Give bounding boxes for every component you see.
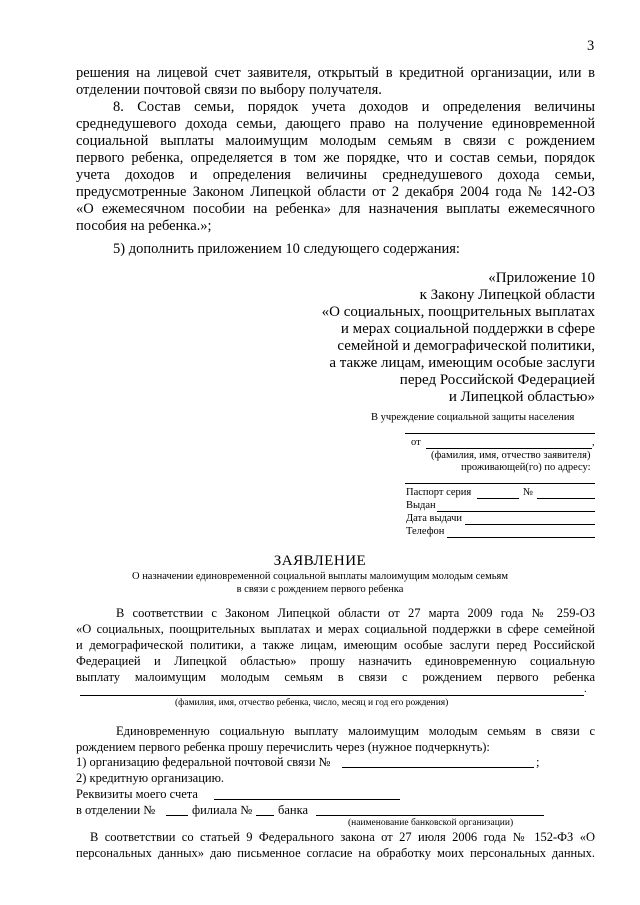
residing-label: проживающей(го) по адресу: bbox=[461, 462, 591, 473]
passport-series-label: Паспорт серия bbox=[406, 487, 472, 498]
page-number: 3 bbox=[587, 38, 595, 54]
statement-line: персональных данных» даю письменное согласие на обработку моих персональных данных. bbox=[76, 846, 595, 860]
addressee-to: В учреждение социальной защиты населения bbox=[371, 412, 575, 423]
from-line bbox=[426, 448, 592, 449]
body-line: «О ежемесячном пособии на ребенка» для назначения выплаты ежемесячного bbox=[76, 201, 595, 217]
phone-label: Телефон bbox=[406, 526, 445, 537]
from-comma: , bbox=[592, 437, 595, 448]
appendix-line: «Приложение 10 bbox=[488, 270, 595, 286]
statement-line: В соответствии с Законом Липецкой области от 27 марта 2009 года № 259-ОЗ bbox=[116, 606, 595, 620]
issue-date-label: Дата выдачи bbox=[406, 513, 463, 524]
child-caption: (фамилия, имя, отчество ребенка, число, месяц и год его рождения) bbox=[175, 698, 449, 708]
phone-field[interactable] bbox=[447, 537, 595, 538]
issued-by-field[interactable] bbox=[437, 511, 595, 512]
filial-field[interactable] bbox=[256, 815, 274, 816]
statement-line: Федерацией и Липецкой областью» прошу назначить единовременную социальную bbox=[76, 654, 595, 668]
post-office-field[interactable] bbox=[342, 767, 534, 768]
account-label: Реквизиты моего счета bbox=[76, 787, 198, 801]
body-line: пособия на ребенка.»; bbox=[76, 218, 212, 234]
appendix-line: семейной и демографической политики, bbox=[337, 338, 595, 354]
body-line: решения на лицевой счет заявителя, открытый в кредитной организации, или в bbox=[76, 65, 595, 81]
body-line: 8. Состав семьи, порядок учета доходов и определения величины bbox=[113, 99, 595, 115]
body-line: учета доходов и определения величины среднедушевого дохода семьи, bbox=[76, 167, 595, 183]
passport-number-label: № bbox=[523, 487, 534, 498]
option-1-semicolon: ; bbox=[536, 755, 540, 769]
statement-line: и демографической политики, а также лицам, имеющим особые заслуги перед Российской bbox=[76, 638, 595, 652]
addressee-from: от bbox=[411, 437, 421, 448]
body-line: предусмотренные Законом Липецкой области от 2 декабря 2004 года № 142-ОЗ bbox=[76, 184, 595, 200]
appendix-header bbox=[295, 270, 595, 406]
option-2[interactable]: 2) кредитную организацию. bbox=[76, 771, 225, 785]
appendix-line: перед Российской Федерацией bbox=[399, 372, 595, 388]
body-line: отделении почтовой связи по выбору получателя. bbox=[76, 82, 382, 98]
statement-line: Единовременную социальную выплату малоимущим молодым семьям в связи с bbox=[116, 724, 595, 738]
from-caption: (фамилия, имя, отчество заявителя) bbox=[431, 450, 591, 461]
item-5: 5) дополнить приложением 10 следующего содержания: bbox=[113, 241, 460, 257]
child-field[interactable] bbox=[80, 695, 584, 696]
statement-line: рождением первого ребенка прошу перечислить через (нужное подчеркнуть): bbox=[76, 740, 490, 754]
statement-line: В соответствии со статьей 9 Федерального закона от 27 июля 2006 года № 152-ФЗ «О bbox=[90, 830, 595, 844]
body-line: первого ребенка, определяется в том же порядке, что и состав семьи, порядок bbox=[76, 150, 595, 166]
statement-line: выплату малоимущим молодым семьям в связи с рождением первого ребенка bbox=[76, 670, 595, 684]
statement-line: «О социальных, поощрительных выплатах и мерах социальной поддержки в сфере семейной bbox=[76, 622, 595, 636]
address-line bbox=[405, 483, 595, 484]
statement-subtitle: в связи с рождением первого ребенка bbox=[236, 584, 404, 595]
body-line: среднедушевого дохода семьи, дающего право на получение единовременной bbox=[76, 116, 595, 132]
appendix-line: а также лицам, имеющим особые заслуги bbox=[329, 355, 595, 371]
branch-field[interactable] bbox=[166, 815, 188, 816]
statement-subtitle: О назначении единовременной социальной выплаты малоимущим молодым семьям bbox=[131, 571, 509, 582]
appendix-line: к Закону Липецкой области bbox=[419, 287, 595, 303]
filial-label: филиала № bbox=[192, 803, 253, 817]
passport-series-field[interactable] bbox=[477, 498, 519, 499]
option-1[interactable]: 1) организацию федеральной почтовой связи № bbox=[76, 755, 331, 769]
issue-date-field[interactable] bbox=[465, 524, 595, 525]
passport-number-field[interactable] bbox=[537, 498, 595, 499]
branch-label: в отделении № bbox=[76, 803, 156, 817]
issued-by-label: Выдан bbox=[406, 500, 436, 511]
appendix-line: и мерах социальной поддержки в сфере bbox=[340, 321, 595, 337]
child-dot: . bbox=[584, 684, 587, 695]
body-line: социальной выплаты малоимущим молодым семьям в связи с рождением bbox=[76, 133, 595, 149]
account-field[interactable] bbox=[214, 799, 400, 800]
bank-label: банка bbox=[278, 803, 309, 817]
appendix-line: и Липецкой областью» bbox=[448, 389, 595, 405]
appendix-line: «О социальных, поощрительных выплатах bbox=[321, 304, 595, 320]
bank-field[interactable] bbox=[316, 815, 544, 816]
statement-title: ЗАЯВЛЕНИЕ bbox=[273, 553, 367, 569]
underline bbox=[405, 433, 595, 434]
bank-caption: (наименование банковской организации) bbox=[348, 818, 514, 828]
